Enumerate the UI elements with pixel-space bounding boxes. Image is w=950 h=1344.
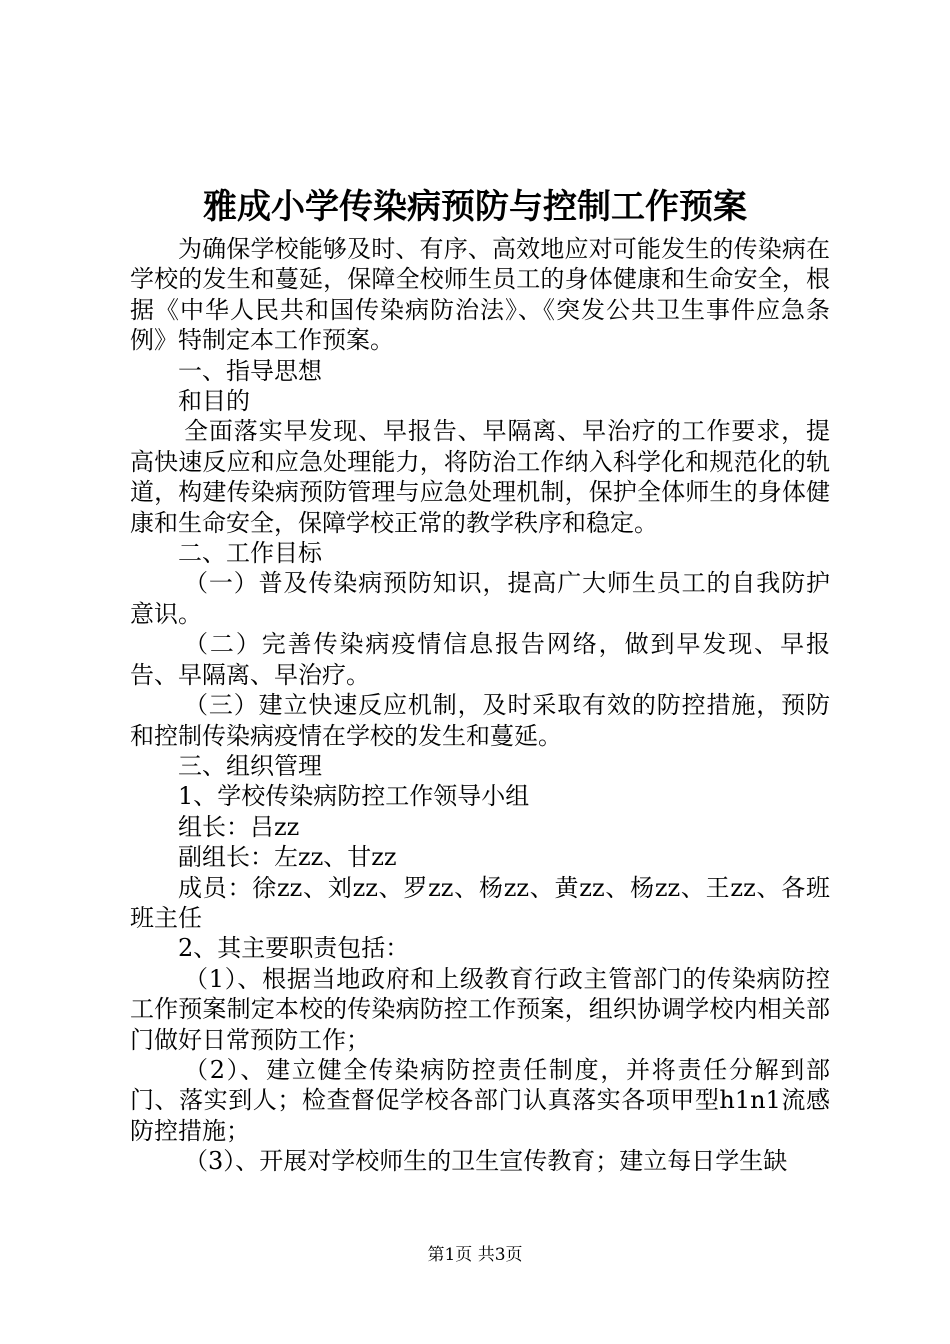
deputy-leader-line: 副组长：左zz、甘zz (178, 843, 397, 872)
section-heading-3: 三、组织管理 (178, 751, 322, 780)
goal-item-3: （三）建立快速反应机制，及时采取有效的防控措施，预防和控制传染病疫情在学校的发生和蔓延。 (130, 691, 830, 750)
duty-item-3: （3）、开展对学校师生的卫生宣传教育；建立每日学生缺 (184, 1147, 788, 1176)
page-number-footer: 第1页 共3页 (427, 1245, 523, 1265)
document-title: 雅成小学传染病预防与控制工作预案 (203, 187, 747, 227)
duty-item-2: （2）、建立健全传染病防控责任制度，并将责任分解到部门、落实到人；检查督促学校各部门认真落实各项甲型h1n1流感防控措施； (130, 1055, 830, 1145)
goal-item-2: （二）完善传染病疫情信息报告网络，做到早发现、早报告、早隔离、早治疗。 (130, 630, 830, 689)
goal-item-1: （一）普及传染病预防知识，提高广大师生员工的自我防护意识。 (130, 569, 830, 628)
intro-paragraph: 为确保学校能够及时、有序、高效地应对可能发生的传染病在学校的发生和蔓延，保障全校师生员工的身体健康和生命安全，根据《中华人民共和国传染病防治法》、《突发公共卫生事件应急条例》特制定本工作预案。 (130, 235, 830, 355)
document-body (130, 234, 830, 1177)
members-line: 成员：徐zz、刘zz、罗zz、杨zz、黄zz、杨zz、王zz、各班班主任 (130, 873, 830, 932)
section-heading-1: 一、指导思想 (178, 356, 322, 385)
section-heading-1-continued: 和目的 (178, 387, 250, 416)
section-heading-2: 二、工作目标 (178, 539, 322, 568)
subsection-heading-1: 1、学校传染病防控工作领导小组 (178, 782, 530, 811)
guiding-paragraph: 全面落实早发现、早报告、早隔离、早治疗的工作要求，提高快速反应和应急处理能力，将防治工作纳入科学化和规范化的轨道，构建传染病预防管理与应急处理机制，保护全体师生的身体健康和生命安全，保障学校正常的教学秩序和稳定。 (130, 417, 830, 537)
duty-item-1: （1）、根据当地政府和上级教育行政主管部门的传染病防控工作预案制定本校的传染病防控工作预案，组织协调学校内相关部门做好日常预防工作； (130, 964, 830, 1054)
leader-line: 组长：吕zz (178, 812, 300, 841)
subsection-heading-2: 2、其主要职责包括： (178, 934, 410, 963)
